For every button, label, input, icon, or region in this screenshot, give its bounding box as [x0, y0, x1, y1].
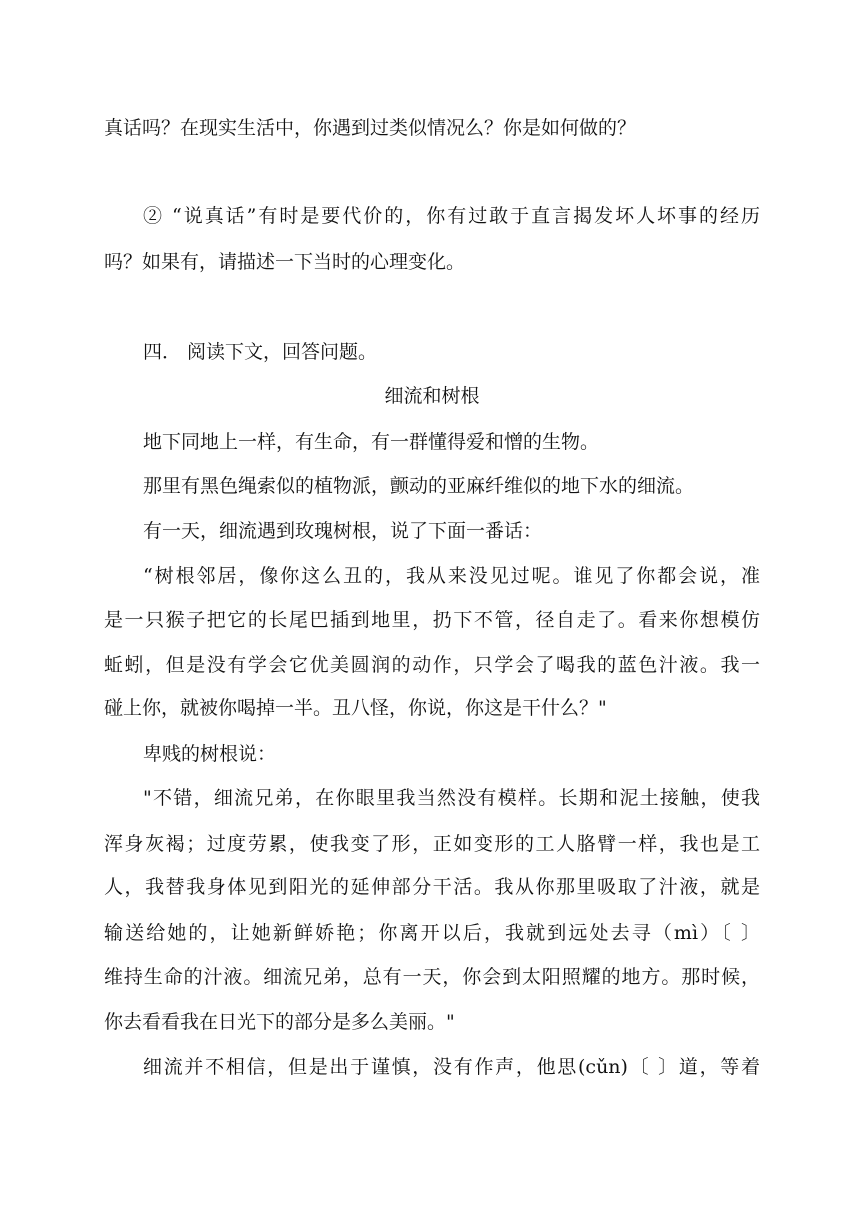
text-line: 真话吗？在现实生活中，你遇到过类似情况么？你是如何做的？: [104, 117, 637, 139]
paragraph-line: 是一只猴子把它的长尾巴插到地里，扔下不管，径自走了。看来你想模仿: [104, 609, 760, 631]
paragraph-line: 人，我替我身体见到阳光的延伸部分干活。我从你那里吸取了汁液，就是: [104, 876, 760, 898]
passage-title: 细流和树根: [384, 385, 480, 407]
paragraph-line: 那里有黑色绳索似的植物派，颤动的亚麻纤维似的地下水的细流。: [143, 475, 695, 497]
paragraph-line: “树根邻居，像你这么丑的，我从来没见过呢。谁见了你都会说，准: [143, 565, 760, 587]
paragraph-line: 输送给她的，让她新鲜娇艳；你离开以后，我就到远处去寻（mì）〔 〕: [104, 922, 760, 944]
paragraph-line: 维持生命的汁液。细流兄弟，总有一天，你会到太阳照耀的地方。那时候，: [104, 966, 760, 988]
question-2-line: ② “说真话”有时是要代价的，你有过敢于直言揭发坏人坏事的经历: [143, 205, 760, 227]
paragraph-line: 浑身灰褐；过度劳累，使我变了形，正如变形的工人胳臂一样，我也是工: [104, 833, 760, 855]
paragraph-line: "不错，细流兄弟，在你眼里我当然没有模样。长期和泥土接触，使我: [143, 787, 760, 809]
paragraph-line: 你去看看我在日光下的部分是多么美丽。": [104, 1011, 455, 1033]
text-line: 吗？如果有，请描述一下当时的心理变化。: [104, 251, 466, 273]
section-heading: 四． 阅读下文，回答问题。: [143, 341, 378, 363]
paragraph-line: 有一天，细流遇到玫瑰树根，说了下面一番话：: [143, 520, 543, 542]
paragraph-line: 蚯蚓，但是没有学会它优美圆润的动作，只学会了喝我的蓝色汁液。我一: [104, 654, 760, 676]
paragraph-line: 卑贱的树根说：: [143, 743, 277, 765]
paragraph-line: 细流并不相信，但是出于谨慎，没有作声，他思(cǔn)〔 〕道，等着: [143, 1056, 760, 1078]
paragraph-line: 碰上你，就被你喝掉一半。丑八怪，你说，你这是干什么？": [104, 697, 607, 719]
paragraph-line: 地下同地上一样，有生命，有一群懂得爱和憎的生物。: [143, 431, 600, 453]
